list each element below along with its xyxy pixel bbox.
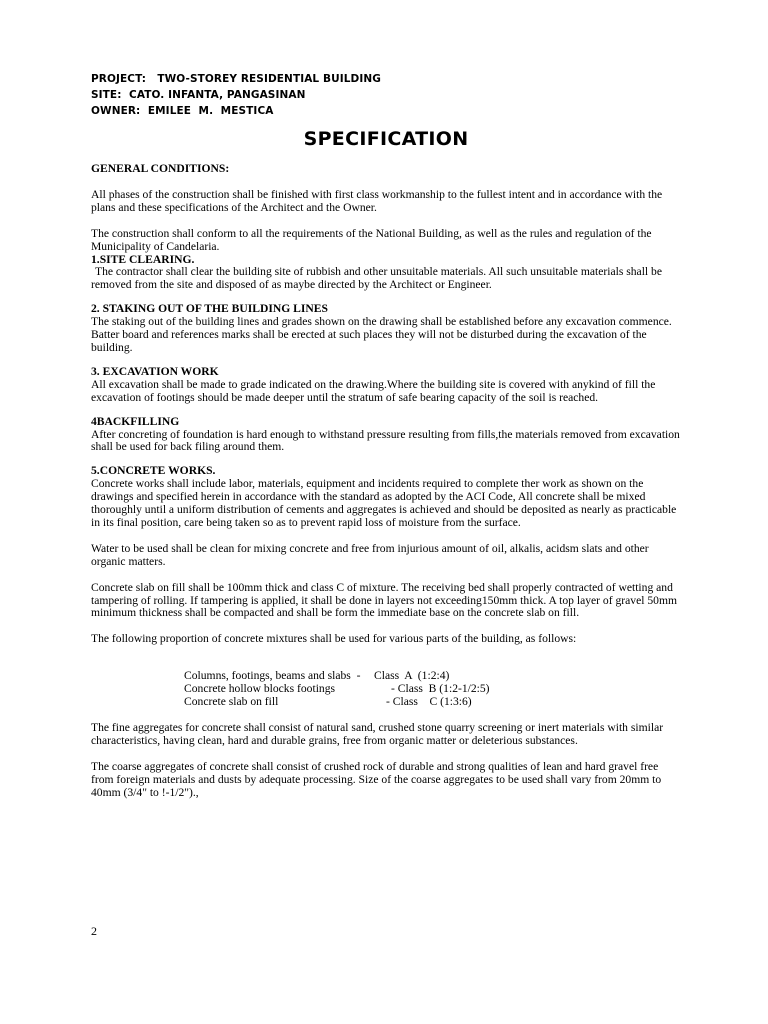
general-paragraph-2: The construction shall conform to all the requirements of the National Building, as well as the rules and regulation of the Municipality of Candelaria. <box>91 226 652 253</box>
general-paragraph-1: All phases of the construction shall be finished with first class workmanship to the fullest intent and in accordance with the plans and these specifications of the Architect and the Owner. <box>91 187 663 214</box>
general-conditions-heading: GENERAL CONDITIONS: <box>91 162 230 175</box>
mix-row <box>184 696 544 709</box>
concrete-paragraph-3: Concrete slab on fill shall be 100mm thick and class C of mixture. The receiving bed shall properly contracted of wetting and tampering of rolling. If tampering is applied, it shall be done in layers not exceeding150mm thick. A top layer of gravel 50mm minimum thickness shall be compacted and shall be form the immediate base on the concrete slab on fill. <box>91 580 677 620</box>
page-number: 2 <box>91 924 97 938</box>
excavation-heading: 3. EXCAVATION WORK <box>91 364 219 378</box>
mix-name: Concrete hollow blocks footings <box>184 682 336 696</box>
owner-line: OWNER: EMILEE M. MESTICA <box>91 105 274 117</box>
concrete-works-heading: 5.CONCRETE WORKS. <box>91 464 216 478</box>
concrete-paragraph-6: The coarse aggregates of concrete shall consist of crushed rock of durable and strong qualities of lean and hard gravel free from foreign materials and dusts by adequate processing. Size of the coarse aggregates to be used shall vary from 20mm to 40mm (3/4" to !-1/2")., <box>91 759 662 799</box>
mix-class: - Class B (1:2-1/2:5) <box>391 682 490 696</box>
page-title: SPECIFICATION <box>303 128 469 150</box>
mix-name: Columns, footings, beams and slabs - <box>184 669 361 683</box>
backfilling-paragraph: After concreting of foundation is hard enough to withstand pressure resulting from fills,the materials removed from excavation shall be used for back filing around them. <box>91 427 680 454</box>
excavation-paragraph: All excavation shall be made to grade indicated on the drawing.Where the building site is covered with anykind of fill the excavation of footings should be made deeper until the stratum of safe bearing capacity of the soil is reached. <box>91 377 656 404</box>
concrete-paragraph-2: Water to be used shall be clean for mixing concrete and free from injurious amount of oil, alkalis, acidsm slats and other organic matters. <box>91 541 649 568</box>
concrete-paragraph-1: Concrete works shall include labor, materials, equipment and incidents required to complete ther work as shown on the drawings and specified herein in accordance with the standard as adopted by the ACI Code, All concrete shall be mixed thoroughly until a uniform distribution of cements and aggregates is achieved and should be deposited as nearly as practicable in its final position, care being taken so as to prevent rapid loss of moisture from the surface. <box>91 477 677 529</box>
concrete-paragraph-4: The following proportion of concrete mixtures shall be used for various parts of the building, as follows: <box>91 632 577 646</box>
mix-class: Class A (1:2:4) <box>374 669 450 683</box>
specification-body <box>91 163 681 800</box>
site-clearing-paragraph: The contractor shall clear the building site of rubbish and other unsuitable materials. All such unsuitable materials shall be removed from the site and disposed of as maybe directed by the Architect or Engineer. <box>91 265 662 292</box>
mix-class: - Class C (1:3:6) <box>386 695 472 709</box>
concrete-mix-list <box>184 670 544 709</box>
mix-name: Concrete slab on fill <box>184 695 279 709</box>
concrete-paragraph-5: The fine aggregates for concrete shall consist of natural sand, crushed stone quarry screening or inert materials with similar characteristics, having clean, hard and durable grains, free from organic matter or deleterious substances. <box>91 721 664 747</box>
staking-heading: 2. STAKING OUT OF THE BUILDING LINES <box>91 302 328 316</box>
site-clearing-heading: 1.SITE CLEARING. <box>91 252 195 266</box>
backfilling-heading: 4BACKFILLING <box>91 414 180 428</box>
staking-paragraph: The staking out of the building lines and grades shown on the drawing shall be established before any excavation commence. Batter board and references marks shall be erected at such places they will not be disturbed during the excavation of the building. <box>91 315 672 354</box>
site-line: SITE: CATO. INFANTA, PANGASINAN <box>91 89 306 101</box>
project-line: PROJECT: TWO-STOREY RESIDENTIAL BUILDING <box>91 73 381 85</box>
